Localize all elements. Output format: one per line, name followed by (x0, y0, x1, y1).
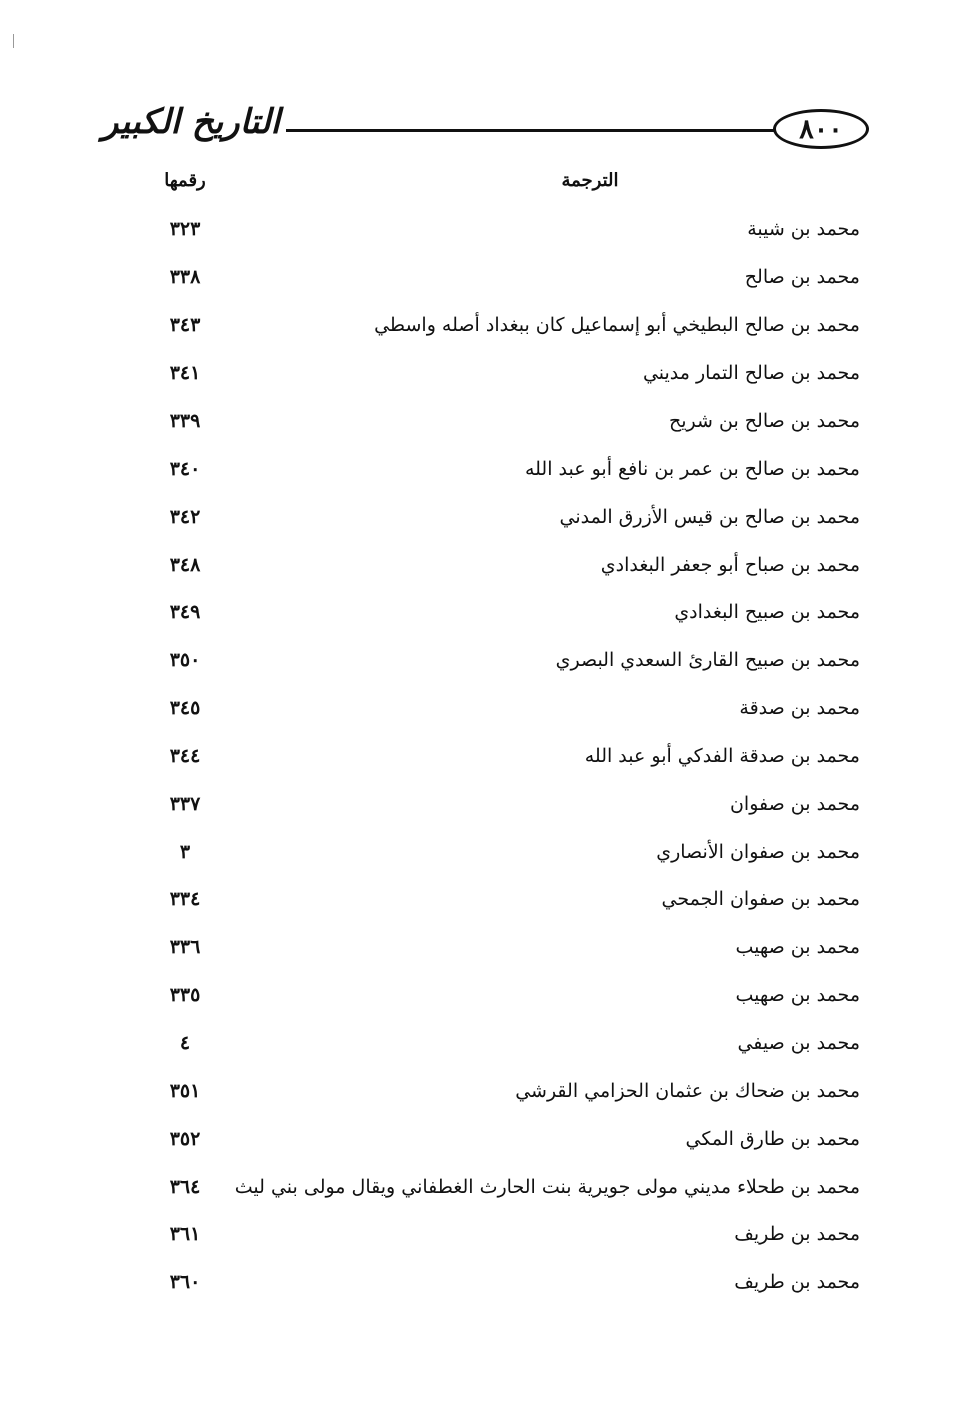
index-row (140, 930, 860, 964)
entry-name: محمد بن صالح بن قيس الأزرق المدني (559, 506, 860, 528)
entry-name: محمد بن شيبة (747, 218, 860, 240)
entry-number: ٣ (179, 841, 191, 863)
index-row (140, 548, 860, 582)
entry-name: محمد بن صفوان (729, 793, 860, 815)
entry-name: محمد بن صدقة (739, 697, 860, 719)
page-number-badge (773, 109, 869, 149)
entry-number: ٣٤٤ (169, 745, 201, 767)
entry-name: محمد بن صفوان الجمحي (661, 888, 860, 910)
index-row (140, 691, 860, 725)
entry-name: محمد بن طريف (734, 1271, 860, 1293)
entry-name: محمد بن صالح بن عمر بن نافع أبو عبد الله (524, 458, 860, 480)
entry-name: محمد بن طارق المكي (685, 1128, 860, 1150)
entry-number: ٣٤٨ (169, 554, 201, 576)
entry-number: ٣٢٣ (169, 218, 201, 240)
entry-number: ٣٦٤ (169, 1176, 201, 1198)
entry-name: محمد بن صفوان الأنصاري (656, 841, 860, 863)
index-row (140, 1122, 860, 1156)
index-row (140, 1026, 860, 1060)
entry-number: ٣٤٩ (169, 601, 201, 623)
index-row (140, 404, 860, 438)
book-title: التاريخ الكبير (102, 102, 280, 142)
entry-number: ٣٥٠ (169, 649, 201, 671)
entry-number: ٣٣٨ (169, 266, 201, 288)
entry-number: ٣٤٥ (169, 697, 201, 719)
entry-number: ٣٤٠ (169, 458, 201, 480)
index-row (140, 212, 860, 246)
entry-name: محمد بن صبيح البغدادي (674, 601, 860, 623)
index-row (140, 308, 860, 342)
entry-name: محمد بن صالح (744, 266, 860, 288)
index-row (140, 882, 860, 916)
index-row (140, 356, 860, 390)
index-row (140, 1265, 860, 1299)
entry-number: ٣٤٣ (169, 314, 201, 336)
entry-name: محمد بن صالح البطيخي أبو إسماعيل كان ببغداد أصله واسطي (374, 314, 860, 336)
entry-number: ٣٦٠ (169, 1271, 201, 1293)
entry-number: ٣٣٥ (169, 984, 201, 1006)
entry-name: محمد بن صباح أبو جعفر البغدادي (600, 554, 860, 576)
index-row (140, 452, 860, 486)
entry-name: محمد بن طحلاء مديني مولى جويرية بنت الحارث الغطفاني ويقال مولى بني ليث (234, 1176, 860, 1198)
entry-name: محمد بن صهيب (735, 984, 860, 1006)
entry-name: محمد بن صيفي (737, 1032, 860, 1054)
entry-number: ٣٦١ (169, 1223, 201, 1245)
entry-name: محمد بن ضحاك بن عثمان الحزامي القرشي (515, 1080, 860, 1102)
index-row (140, 260, 860, 294)
index-row (140, 1170, 860, 1204)
page-number: ٨٠٠ (799, 113, 843, 145)
index-row (140, 643, 860, 677)
entry-name: محمد بن صدقة الفدكي أبو عبد الله (584, 745, 860, 767)
index-row (140, 787, 860, 821)
entry-name: محمد بن صهيب (735, 936, 860, 958)
index-row (140, 500, 860, 534)
entry-number: ٤ (179, 1032, 191, 1054)
index-row (140, 595, 860, 629)
scan-artifact (13, 34, 14, 48)
page-header (102, 100, 875, 160)
entry-number: ٣٤٢ (169, 506, 201, 528)
index-row (140, 835, 860, 869)
index-row (140, 739, 860, 773)
entry-number: ٣٤١ (169, 362, 201, 384)
column-header-name: الترجمة (561, 170, 619, 191)
entry-name: محمد بن صالح التمار مديني (642, 362, 860, 384)
entry-number: ٣٥١ (169, 1080, 201, 1102)
header-rule (286, 129, 774, 132)
entry-number: ٣٣٧ (169, 793, 201, 815)
column-header-number: رقمها (164, 170, 206, 191)
index-row (140, 978, 860, 1012)
entry-number: ٣٣٩ (169, 410, 201, 432)
entry-name: محمد بن صبيح القارئ السعدي البصري (555, 649, 860, 671)
index-row (140, 1074, 860, 1108)
index-row (140, 1217, 860, 1251)
entry-number: ٣٣٤ (169, 888, 201, 910)
entry-number: ٣٥٢ (169, 1128, 201, 1150)
entry-name: محمد بن صالح بن شريح (669, 410, 860, 432)
entry-number: ٣٣٦ (169, 936, 201, 958)
entry-name: محمد بن طريف (734, 1223, 860, 1245)
